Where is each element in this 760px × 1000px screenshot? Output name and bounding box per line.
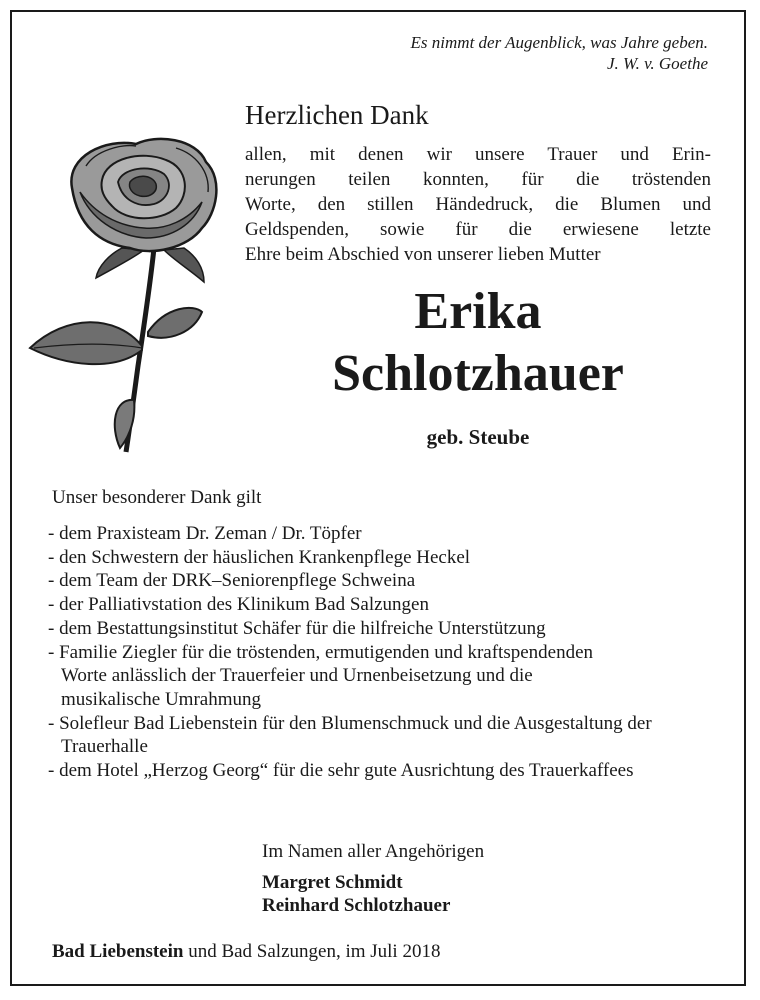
deceased-last-name: Schlotzhauer (332, 345, 624, 402)
thanks-list (48, 522, 760, 783)
list-item: - dem Bestattungsinstitut Schäfer für die hilfreiche Unterstützung (48, 617, 760, 641)
thanks-intro: Unser besonderer Dank gilt (52, 487, 262, 508)
intro-line: Ehre beim Abschied von unserer lieben Mutter (245, 244, 601, 265)
list-item: - Solefleur Bad Liebenstein für den Blumenschmuck und die Ausgestaltung der Trauerhalle (48, 712, 661, 759)
place-rest: und Bad Salzungen, im Juli 2018 (183, 941, 441, 962)
list-item: - Familie Ziegler für die tröstenden, ermutigenden und kraftspendenden Worte anlässlich der Trauerfeier und Urnenbeisetzung und die musikalische Umrahmung (48, 641, 601, 712)
intro-text (245, 142, 711, 267)
intro-line: allen, mit denen wir unsere Trauer und Erin- (245, 144, 711, 165)
intro-line: Geldspenden, sowie für die erwiesene letzte (245, 219, 711, 240)
list-item: - dem Hotel „Herzog Georg“ für die sehr gute Ausrichtung des Trauerkaffees (48, 759, 760, 783)
place-bold: Bad Liebenstein (52, 941, 184, 962)
list-item: - den Schwestern der häuslichen Krankenpflege Heckel (48, 546, 760, 570)
signatory: Reinhard Schlotzhauer (262, 895, 451, 916)
heading: Herzlichen Dank (245, 100, 429, 130)
quote-text: Es nimmt der Augenblick, was Jahre geben. (410, 33, 708, 52)
intro-line: nerungen teilen konnten, für die tröstenden (245, 169, 711, 190)
goethe-quote (411, 32, 708, 74)
signoff: Im Namen aller Angehörigen (262, 841, 485, 862)
place-date (52, 941, 440, 963)
intro-line: Worte, den stillen Händedruck, die Blumen und (245, 194, 711, 215)
deceased-first-name: Erika (414, 283, 542, 340)
list-item: - dem Praxisteam Dr. Zeman / Dr. Töpfer (48, 522, 760, 546)
birth-name: geb. Steube (426, 425, 530, 449)
rose-icon (26, 136, 236, 456)
list-item: - der Palliativstation des Klinikum Bad Salzungen (48, 593, 760, 617)
signatory: Margret Schmidt (262, 872, 403, 893)
list-item: - dem Team der DRK–Seniorenpflege Schweina (48, 569, 760, 593)
quote-author: J. W. v. Goethe (606, 54, 708, 73)
